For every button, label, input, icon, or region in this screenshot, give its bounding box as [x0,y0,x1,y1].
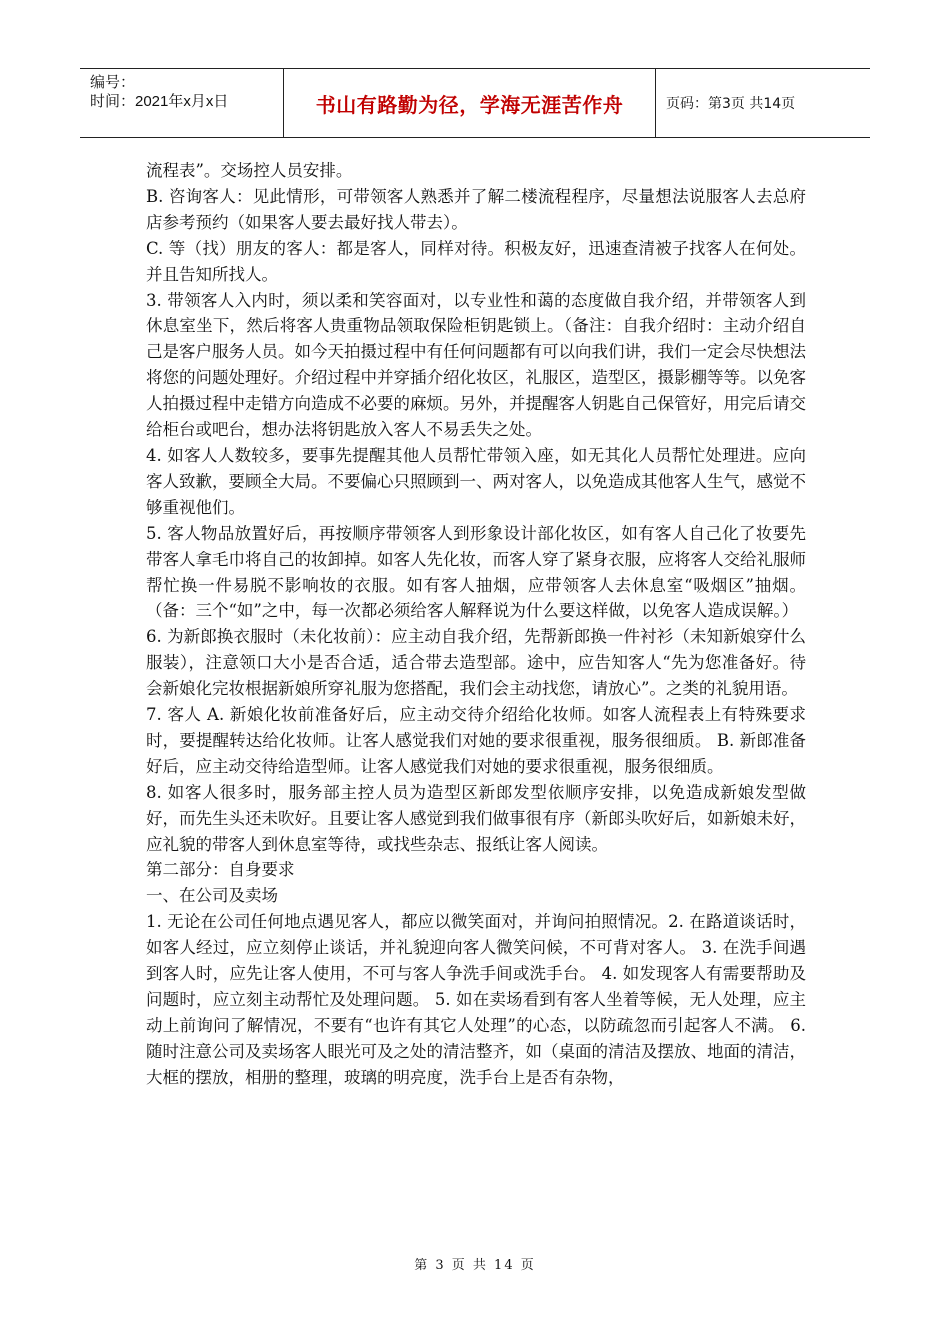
paragraph: 8. 如客人很多时，服务部主控人员为造型区新郎发型依顺序安排，以免造成新娘发型做好，而先生头还未吹好。且要让客人感觉到我们做事很有序（新郎头吹好后，如新娘未好，应礼貌的带客人到休息室等待，或找些杂志、报纸让客人阅读。 [146,782,806,854]
paragraph: 5. 客人物品放置好后，再按顺序带领客人到形象设计部化妆区，如有客人自己化了妆要先带客人拿毛巾将自己的妆卸掉。如客人先化妆，而客人穿了紧身衣服，应将客人交给礼服师帮忙换一件易脱不影响妆的衣服。如有客人抽烟，应带领客人去休息室“吸烟区”抽烟。（备：三个“如”之中，每一次都必须给客人解释说为什么要这样做，以免客人造成误解。） [146,523,806,621]
number-label: 编号： [90,74,136,91]
paragraph: C. 等（找）朋友的客人：都是客人，同样对待。积极友好，迅速查清被子找客人在何处。并且告知所找人。 [146,238,806,284]
date-label: 时间：2021年x月x日 [90,93,229,110]
motto: 书山有路勤为径，学海无涯苦作舟 [284,69,656,137]
page-footer: 第 3 页 共 14 页 [414,1258,536,1273]
paragraph: 流程表”。交场控人员安排。 [146,161,353,180]
subsection-heading: 一、在公司及卖场 [146,886,278,906]
paragraph: 3. 带领客人入内时，须以柔和笑容面对，以专业性和蔼的态度做自我介绍，并带领客人到休息室坐下，然后将客人贵重物品领取保险柜钥匙锁上。（备注：自我介绍时：主动介绍自己是客户服务人员。如今天拍摄过程中有任何问题都有可以向我们讲，我们一定会尽快想法将您的问题处理好。介绍过程中并穿插介绍化妆区，礼服区，造型区，摄影棚等等。以免客人拍摄过程中走错方向造成不必要的麻烦。另外，并提醒客人钥匙自己保管好，用完后请交给柜台或吧台，想办法将钥匙放入客人不易丢失之处。 [146,290,806,440]
section-heading: 第二部分：自身要求 [146,860,295,880]
paragraph: B. 咨询客人：见此情形，可带领客人熟悉并了解二楼流程程序，尽量想法说服客人去总府店参考预约（如果客人要去最好找人带去）。 [146,186,806,232]
page-info: 页码：第3页 共14页 [666,96,796,112]
paragraph: 4. 如客人人数较多，要事先提醒其他人员帮忙带领入座，如无其化人员帮忙处理进。应向客人致歉，要顾全大局。不要偏心只照顾到一、两对客人，以免造成其他客人生气，感觉不够重视他们。 [146,445,806,517]
header-meta [80,69,284,137]
paragraph: 1. 无论在公司任何地点遇见客人，都应以微笑面对，并询问拍照情况。2. 在路道谈话时，如客人经过，应立刻停止谈话，并礼貌迎向客人微笑问候，不可背对客人。 3. 在洗手间遇到客人时，应先让客人使用，不可与客人争洗手间或洗手台。 4. 如发现客人有需要帮助及问题时，应立刻主动帮忙及处理问题。 5. 如在卖场看到有客人坐着等候，无人处理，应主动上前询问了解情况，不要有“也许有其它人处理”的心态，以防疏忽而引起客人不满。 6. 随时注意公司及卖场客人眼光可及之处的清洁整齐，如（桌面的清洁及摆放、地面的清洁，大框的摆放，相册的整理，玻璃的明亮度，洗手台上是否有杂物， [146,912,806,1087]
document-body [146,158,806,1091]
paragraph: 6. 为新郎换衣服时（未化妆前）：应主动自我介绍，先帮新郎换一件衬衫（未知新娘穿什么服装），注意领口大小是否合适，适合带去造型部。途中，应告知客人“先为您准备好。待会新娘化完妆根据新娘所穿礼服为您搭配，我们会主动找您，请放心”。之类的礼貌用语。 [146,627,806,699]
header-table [80,68,870,138]
paragraph: 7. 客人 A. 新娘化妆前准备好后，应主动交待介绍给化妆师。如客人流程表上有特殊要求时，要提醒转达给化妆师。让客人感觉我们对她的要求很重视，服务很细质。 B. 新郎准备好后，应主动交待给造型师。让客人感觉我们对她的要求很重视，服务很细质。 [146,705,806,776]
